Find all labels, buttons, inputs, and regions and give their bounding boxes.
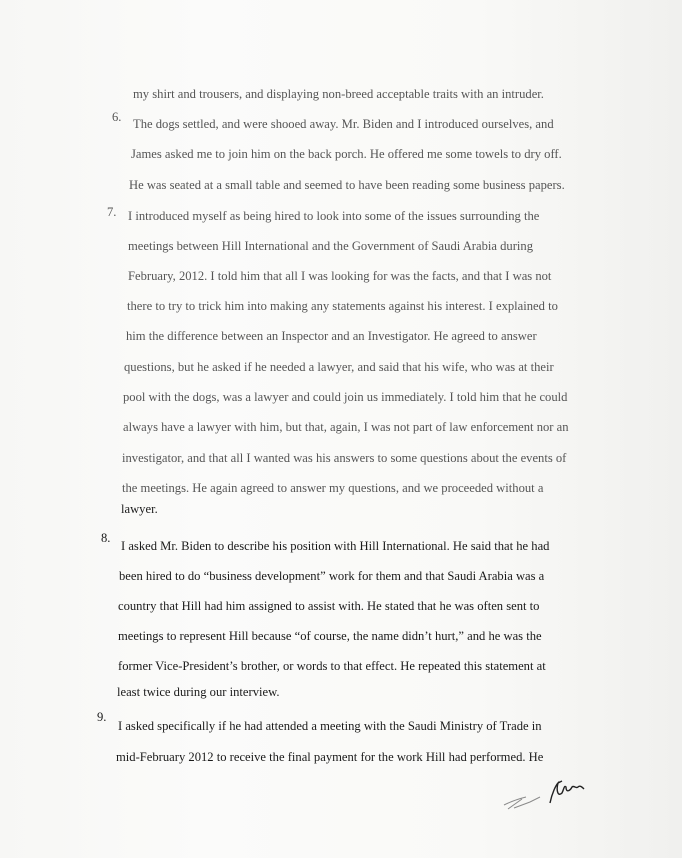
paragraph-line: I asked Mr. Biden to describe his position with Hill International. He said that he had: [121, 539, 550, 553]
paragraph-number: 8.: [101, 531, 111, 545]
paragraph-line: former Vice-President’s brother, or words to that effect. He repeated this statement at: [118, 659, 546, 673]
paragraph-line: investigator, and that all I wanted was his answers to some questions about the events of: [122, 451, 567, 465]
paragraph-line: country that Hill had him assigned to assist with. He stated that he was often sent to: [118, 599, 540, 613]
paragraph-line: him the difference between an Inspector and an Investigator. He agreed to answer: [126, 329, 537, 343]
paragraph-line: mid-February 2012 to receive the final payment for the work Hill had performed. He: [116, 750, 544, 764]
paragraph-line: least twice during our interview.: [117, 685, 280, 699]
paragraph-line: pool with the dogs, was a lawyer and could join us immediately. I told him that he could: [123, 390, 568, 404]
paragraph-line: the meetings. He again agreed to answer my questions, and we proceeded without a: [122, 481, 544, 495]
paragraph-line: James asked me to join him on the back porch. He offered me some towels to dry off.: [131, 147, 562, 161]
paragraph-line: He was seated at a small table and seemed to have been reading some business papers.: [129, 178, 565, 192]
paragraph-line: there to try to trick him into making any statements against his interest. I explained to: [127, 299, 558, 313]
paragraph-line: questions, but he asked if he needed a lawyer, and said that his wife, who was at their: [124, 360, 554, 374]
paragraph-number: 9.: [97, 710, 107, 724]
paragraph-line: been hired to do “business development” work for them and that Saudi Arabia was a: [119, 569, 545, 583]
paragraph-number: 7.: [107, 205, 117, 219]
paragraph-number: 6.: [112, 110, 122, 124]
paragraph-line: I introduced myself as being hired to look into some of the issues surrounding the: [128, 209, 540, 223]
paragraph-line: lawyer.: [121, 502, 158, 516]
paragraph-line: always have a lawyer with him, but that, again, I was not part of law enforcement nor an: [123, 420, 569, 434]
paragraph-line: February, 2012. I told him that all I was looking for was the facts, and that I was not: [128, 269, 552, 283]
paragraph-line: meetings to represent Hill because “of course, the name didn’t hurt,” and he was the: [118, 629, 542, 643]
paragraph-line: I asked specifically if he had attended a meeting with the Saudi Ministry of Trade in: [118, 719, 542, 733]
paragraph-line: The dogs settled, and were shooed away. Mr. Biden and I introduced ourselves, and: [133, 117, 554, 131]
paragraph-line: meetings between Hill International and the Government of Saudi Arabia during: [128, 239, 533, 253]
paragraph-line: my shirt and trousers, and displaying non-breed acceptable traits with an intruder.: [133, 87, 544, 101]
handwritten-initials: [500, 775, 600, 815]
